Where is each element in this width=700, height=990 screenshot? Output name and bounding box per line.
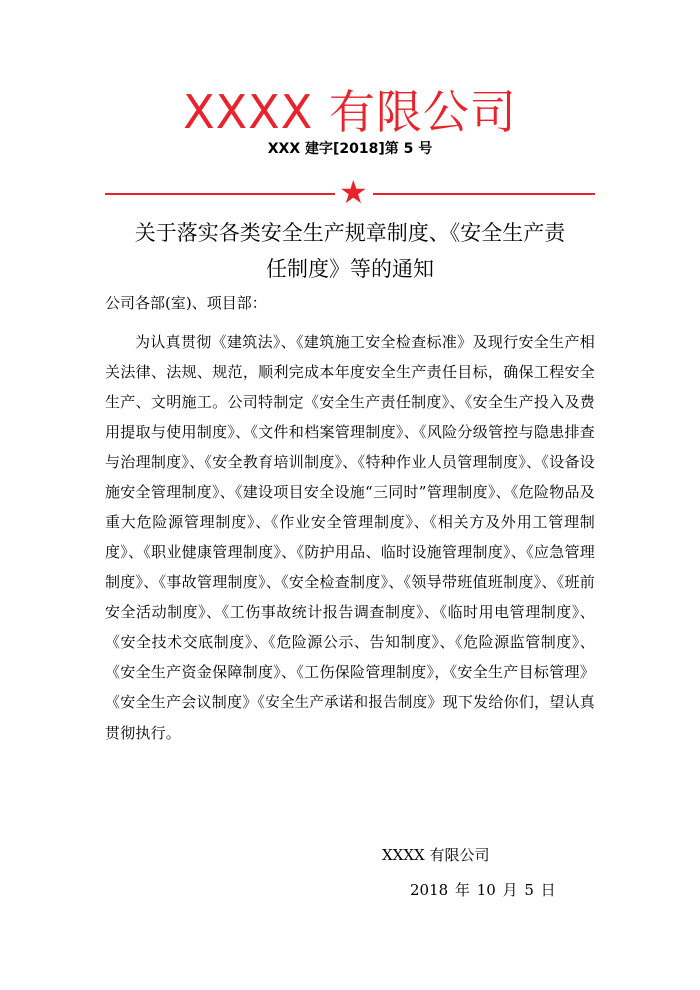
red-divider [105,173,595,211]
divider-line-left [105,193,335,195]
body-text-emphasis: 安全生产承诺和报告制度 [265,695,428,711]
divider-line-right [373,193,595,195]
notice-title-line-1: 关于落实各类安全生产规章制度、《安全生产责 [134,221,566,245]
star-icon: ★ [339,173,368,211]
body-text-part-2: 》现下发给你们，望认真贯彻执行。 [105,693,596,742]
notice-title [100,215,600,287]
notice-title-line-2: 任制度》等的通知 [266,257,434,281]
body-text-part-1: 为认真贯彻《建筑法》、《建筑施工安全检查标准》及现行安全生产相关法律、法规、规范，顺利完成本年度安全生产责任目标，确保工程安全生产、文明施工。公司特制定《安全生产责任制度》、《安全生产投入及费用提取与使用制度》、《文件和档案管理制度》、《风险分级管控与隐患排查与治理制度》、《安全教育培训制度》、《特种作业人员管理制度》、《设备设施安全管理制度》、《建设项目安全设施“三同时”管理制度》、《危险物品及重大危险源管理制度》、《作业安全管理制度》、《相关方及外用工管理制度》、《职业健康管理制度》、《防护用品、临时设施管理制度》、《应急管理制度》、《事故管理制度》、《安全检查制度》、《领导带班值班制度》、《班前安全活动制度》、《工伤事故统计报告调查制度》、《临时用电管理制度》、《安全技术交底制度》、《危险源公示、告知制度》、《危险源监管制度》、《安全生产资金保障制度》、《工伤保险管理制度》，《安全生产目标管理》《安全生产会议制度》《 [105,333,595,711]
signature-organization: XXXX 有限公司 [382,846,490,864]
body-paragraph [105,327,595,748]
signature-date: 2018 年 10 月 5 日 [410,881,556,899]
document-number: XXX 建字[2018]第 5 号 [267,141,433,157]
organization-title: XXXX 有限公司 [183,85,517,139]
salutation: 公司各部(室)、项目部： [105,294,267,312]
